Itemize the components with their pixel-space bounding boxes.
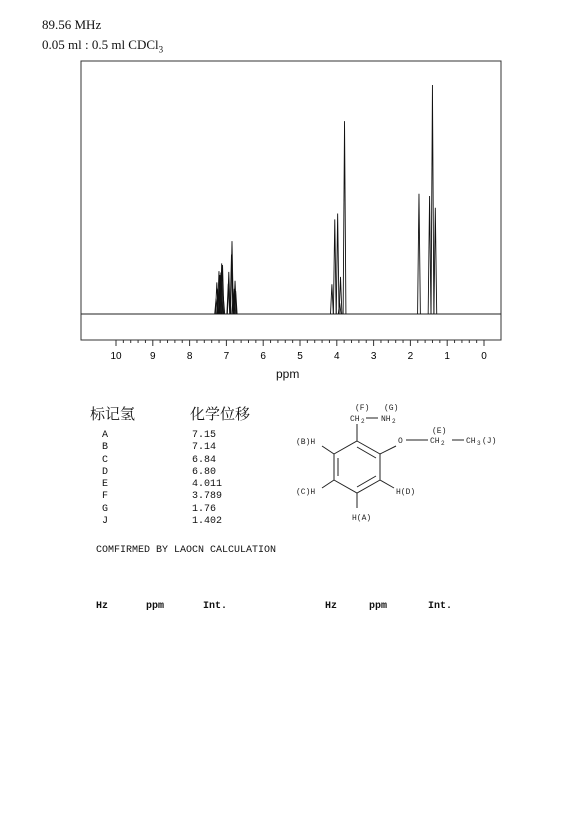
- ch2-e-sub: 2: [441, 440, 445, 447]
- bond-hb: [322, 446, 334, 454]
- x-tick-label: 6: [260, 351, 266, 362]
- spectrum-peak: [431, 85, 434, 314]
- x-tick-label: 5: [297, 351, 303, 362]
- x-tick-label: 10: [110, 351, 122, 362]
- label-hc: (C)H: [296, 488, 316, 497]
- hz-header: Hz: [325, 601, 338, 612]
- label-g: (G): [384, 404, 399, 413]
- x-axis-ticks: [110, 340, 487, 362]
- x-tick-label: 1: [444, 351, 450, 362]
- concentration-subscript: 3: [158, 44, 164, 55]
- hz-header: Hz: [96, 601, 109, 612]
- assignment-label: A: [102, 430, 109, 441]
- assignment-shift: 6.84: [192, 454, 217, 466]
- spectrum-peak: [343, 121, 346, 314]
- spectrum-peak: [428, 196, 431, 314]
- int-header: Int.: [203, 601, 228, 612]
- oxygen: O: [398, 437, 403, 446]
- x-axis-label: ppm: [276, 367, 300, 381]
- assignment-label: F: [102, 491, 109, 503]
- shift-column-header: 化学位移: [190, 405, 251, 423]
- spectrum-peak: [333, 219, 336, 314]
- x-tick-label: 8: [186, 351, 193, 362]
- assignment-label: G: [102, 503, 109, 515]
- assignment-shift: 1.402: [192, 516, 223, 528]
- ch2-f-sub: 2: [361, 418, 365, 425]
- bond-hd: [380, 480, 394, 488]
- nh2-g-sub: 2: [392, 418, 396, 425]
- nmr-spectrum-chart: [0, 0, 570, 400]
- x-tick-label: 3: [370, 351, 377, 362]
- assignment-label: B: [102, 442, 109, 454]
- assignment-label: E: [102, 479, 109, 491]
- assignment-label: D: [102, 466, 109, 478]
- x-tick-label: 4: [334, 351, 340, 362]
- assignment-label: J: [102, 516, 109, 528]
- ring-double-bond: [357, 447, 376, 458]
- assignment-shift: 1.76: [192, 503, 217, 515]
- concentration-text: 0.05 ml : 0.5 ml CDCl: [42, 37, 159, 52]
- spectrum-peaks: [81, 85, 501, 314]
- x-tick-label: 9: [150, 351, 156, 362]
- nh2-g: NH: [381, 415, 391, 424]
- label-f: (F): [355, 404, 370, 413]
- label-hb: (B)H: [296, 438, 316, 447]
- spectrum-peak: [434, 208, 437, 314]
- ch3-j: CH: [466, 437, 476, 446]
- assignment-shift: 7.15: [192, 430, 217, 441]
- assignment-shift: 6.80: [192, 466, 217, 478]
- confirmation-note: COMFIRMED BY LAOCN CALCULATION: [96, 545, 277, 556]
- ring-double-bond: [357, 476, 376, 487]
- ch3-j-sub: 3: [477, 440, 481, 447]
- assignment-shift: 7.14: [192, 442, 217, 454]
- ch2-e: CH: [430, 437, 440, 446]
- assignment-shifts: [192, 430, 222, 528]
- assignment-shift: 3.789: [192, 491, 223, 503]
- spectrum-peak: [331, 284, 334, 314]
- assignment-labels: [102, 430, 108, 528]
- ppm-header: ppm: [146, 601, 165, 612]
- label-hd: H(D): [396, 488, 416, 497]
- x-tick-label: 7: [223, 351, 230, 362]
- label-e: (E): [432, 427, 447, 436]
- bond-o: [380, 446, 396, 454]
- label-column-header: 标记氢: [90, 405, 136, 423]
- benzene-ring: [334, 441, 380, 493]
- assignment-shift: 4.011: [192, 479, 223, 491]
- x-tick-label: 2: [407, 351, 414, 362]
- ch2-f: CH: [350, 415, 360, 424]
- assignment-label: C: [102, 454, 109, 466]
- x-tick-label: 0: [481, 351, 487, 362]
- spectrometer-frequency: 89.56 MHz: [42, 17, 102, 32]
- plot-frame: [81, 61, 501, 340]
- bond-hc: [322, 480, 334, 488]
- spectrum-peak: [336, 213, 339, 314]
- int-header: Int.: [428, 601, 453, 612]
- label-ha: H(A): [352, 514, 372, 523]
- spectrum-peak: [418, 194, 421, 314]
- ppm-header: ppm: [369, 601, 388, 612]
- label-j: (J): [482, 437, 497, 446]
